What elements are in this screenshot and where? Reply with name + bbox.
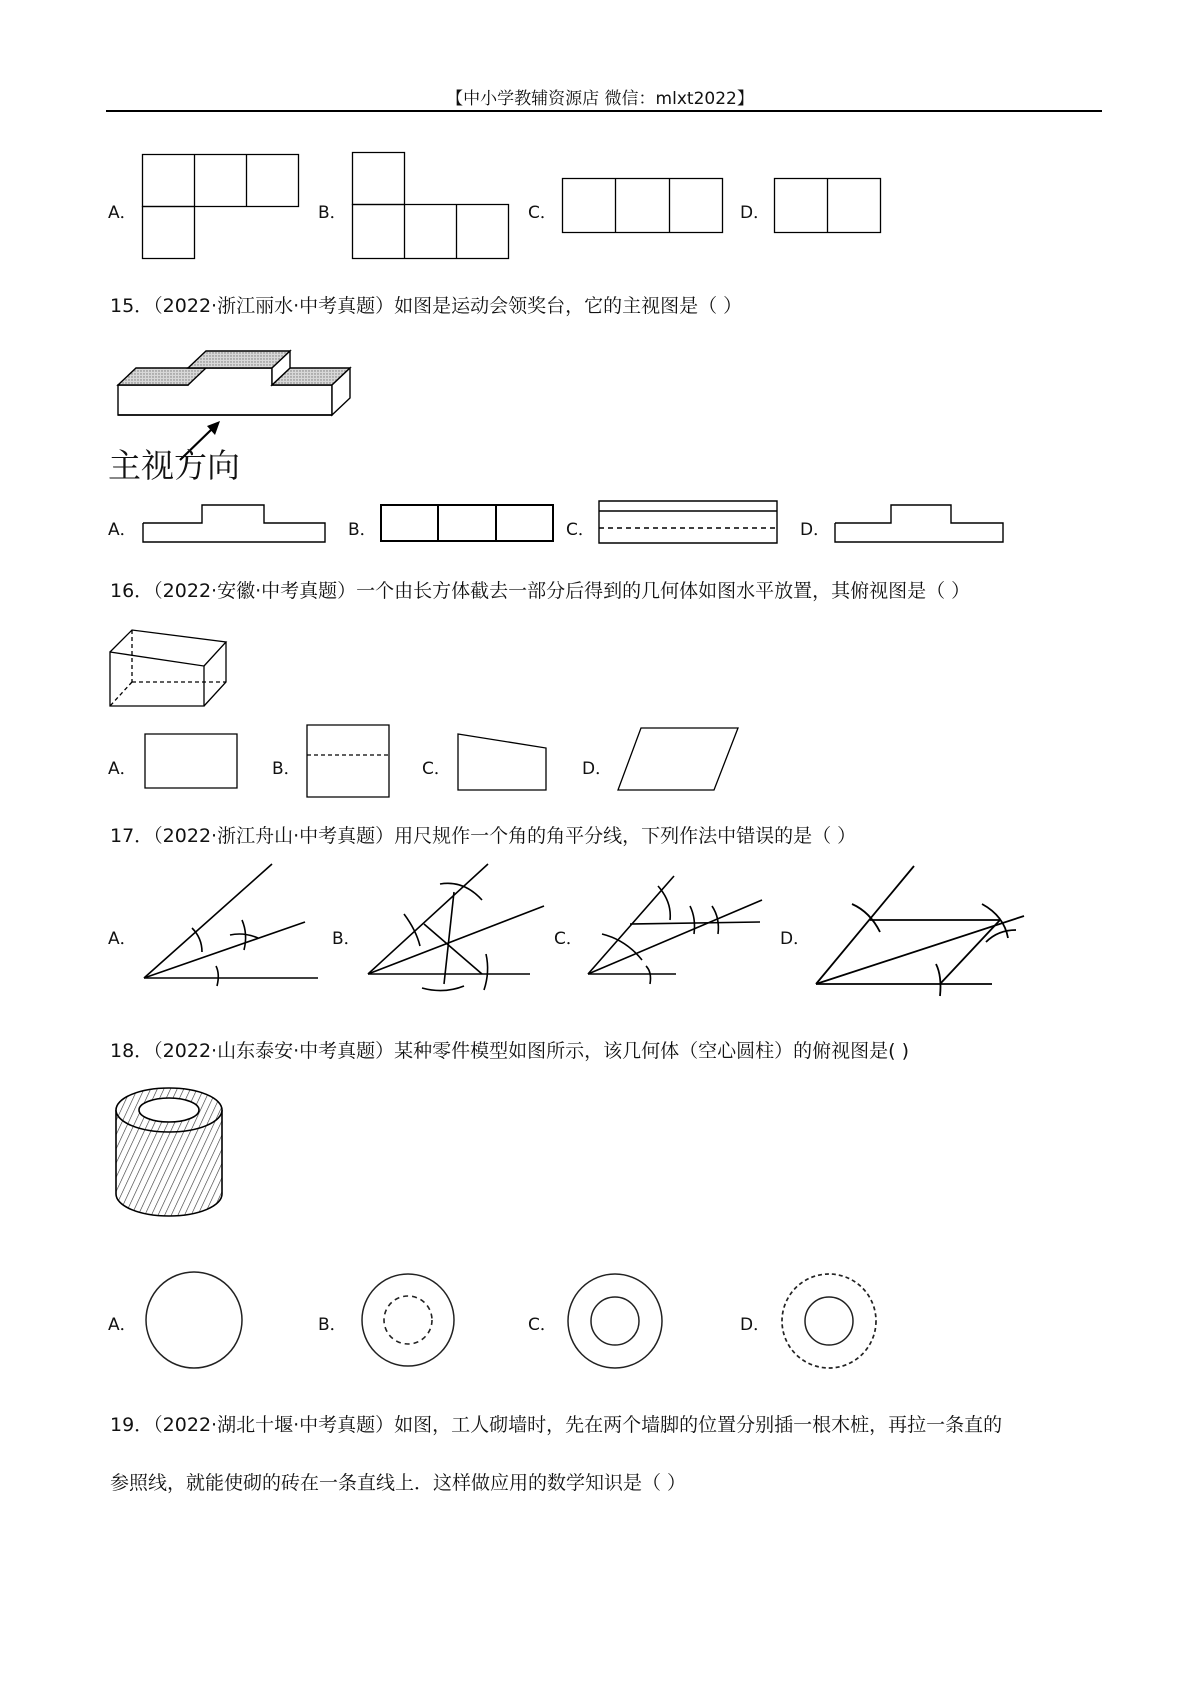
q18-question: 18．（2022·山东泰安·中考真题）某种零件模型如图所示，该几何体（空心圆柱）的俯视图是( ) — [110, 1040, 909, 1062]
q19-question-line1: 19．（2022·湖北十堰·中考真题）如图，工人砌墙时，先在两个墙脚的位置分别插一根木桩，再拉一条直的 — [110, 1414, 1003, 1436]
q14-option-c-label: C． — [528, 203, 557, 223]
q17-option-a-label: A． — [108, 929, 137, 949]
q16-option-c-figure — [456, 732, 550, 792]
q16-option-d-figure — [616, 726, 742, 794]
q14-option-a-label: A． — [108, 203, 137, 223]
q18-option-b-label: B． — [318, 1315, 347, 1335]
q15-option-a-figure — [142, 504, 328, 544]
q14-option-a-figure — [142, 154, 302, 262]
q15-option-b-figure — [380, 504, 556, 544]
q14-option-d-figure — [774, 178, 884, 236]
q15-option-d-figure — [834, 504, 1006, 544]
q16-option-a-figure — [144, 733, 240, 791]
q17-option-a-figure — [140, 862, 320, 992]
q16-solid-figure — [108, 628, 228, 712]
q17-question: 17．（2022·浙江舟山·中考真题）用尺规作一个角的角平分线，下列作法中错误的是（ ） — [110, 825, 857, 847]
q15-option-a-label: A． — [108, 520, 137, 540]
q14-option-c-figure — [562, 178, 726, 236]
page-header: 【中小学教辅资源店 微信：mlxt2022】 — [446, 89, 754, 109]
q18-option-c-label: C． — [528, 1315, 557, 1335]
q19-question-line2: 参照线，就能使砌的砖在一条直线上．这样做应用的数学知识是（ ） — [110, 1472, 687, 1494]
q17-option-b-figure — [364, 862, 564, 996]
q14-option-d-label: D． — [740, 203, 771, 223]
q17-option-b-label: B． — [332, 929, 361, 949]
header-rule — [106, 110, 1102, 112]
q16-option-a-label: A． — [108, 759, 137, 779]
q15-option-c-label: C． — [566, 520, 595, 540]
q16-option-d-label: D． — [582, 759, 613, 779]
q14-option-b-label: B． — [318, 203, 347, 223]
q18-option-d-figure — [780, 1272, 878, 1370]
q17-option-c-figure — [586, 862, 766, 986]
q15-option-d-label: D． — [800, 520, 831, 540]
q15-question: 15．（2022·浙江丽水·中考真题）如图是运动会领奖台，它的主视图是（ ） — [110, 295, 743, 317]
q18-option-a-label: A． — [108, 1315, 137, 1335]
q18-hollow-cylinder-figure — [112, 1086, 230, 1220]
q17-option-c-label: C． — [554, 929, 583, 949]
q18-option-c-figure — [566, 1272, 664, 1370]
q16-option-c-label: C． — [422, 759, 451, 779]
q18-option-b-figure — [360, 1272, 456, 1368]
q17-option-d-figure — [812, 860, 1028, 994]
q17-option-d-label: D． — [780, 929, 811, 949]
q14-option-b-figure — [352, 152, 512, 262]
q15-direction-label: 主视方向 — [108, 446, 240, 485]
q15-option-c-figure — [598, 500, 780, 546]
q16-option-b-label: B． — [272, 759, 301, 779]
q15-option-b-label: B． — [348, 520, 377, 540]
q18-option-a-figure — [144, 1270, 244, 1370]
q18-option-d-label: D． — [740, 1315, 771, 1335]
q16-question: 16．（2022·安徽·中考真题）一个由长方体截去一部分后得到的几何体如图水平放置，其俯视图是（ ） — [110, 580, 971, 602]
q16-option-b-figure — [306, 724, 392, 800]
